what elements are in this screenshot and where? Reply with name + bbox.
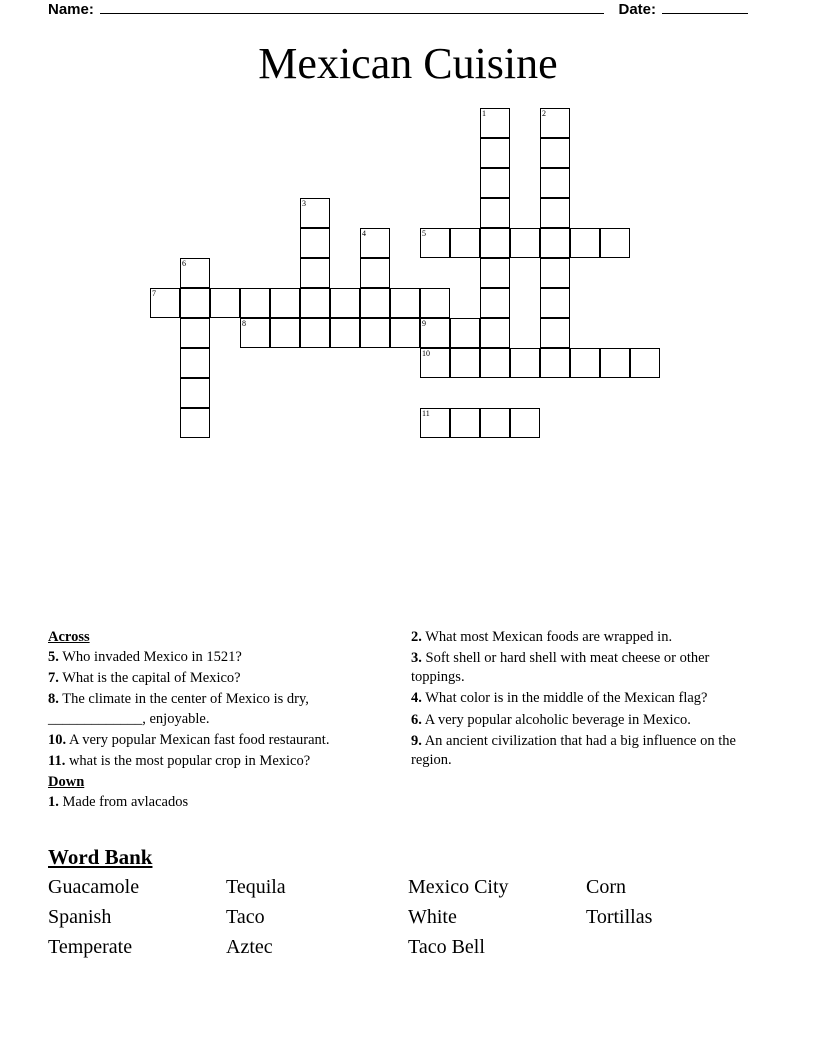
- down-clue-list-left: [48, 793, 388, 812]
- clue-text: Soft shell or hard shell with meat cheese or other toppings.: [411, 650, 710, 686]
- clues-column-right: [411, 628, 751, 772]
- crossword-cell[interactable]: [270, 318, 300, 348]
- clue-item: [48, 690, 388, 728]
- crossword-cell[interactable]: [450, 408, 480, 438]
- crossword-cell[interactable]: [390, 318, 420, 348]
- down-heading: Down: [48, 773, 85, 790]
- crossword-cell[interactable]: [420, 288, 450, 318]
- word-bank-item: Temperate: [48, 936, 133, 958]
- clue-number: 10.: [48, 731, 67, 748]
- clue-text: Who invaded Mexico in 1521?: [58, 649, 242, 666]
- clues-column-left: [48, 628, 388, 814]
- crossword-cell[interactable]: [480, 138, 510, 168]
- clue-number: 3.: [411, 650, 422, 667]
- clue-item: [411, 689, 751, 708]
- crossword-grid: [0, 108, 816, 518]
- crossword-cell[interactable]: [510, 228, 540, 258]
- crossword-cell[interactable]: [420, 348, 450, 378]
- crossword-cell[interactable]: [480, 108, 510, 138]
- clue-item: [411, 711, 751, 730]
- crossword-cell[interactable]: [480, 168, 510, 198]
- clue-item: [48, 669, 388, 688]
- crossword-cell[interactable]: [450, 348, 480, 378]
- crossword-cell[interactable]: [300, 318, 330, 348]
- crossword-cell[interactable]: [150, 288, 180, 318]
- crossword-cell[interactable]: [450, 318, 480, 348]
- crossword-cell[interactable]: [570, 228, 600, 258]
- crossword-cell[interactable]: [480, 288, 510, 318]
- clue-item: [411, 732, 751, 770]
- crossword-cell[interactable]: [630, 348, 660, 378]
- crossword-cell[interactable]: [540, 108, 570, 138]
- crossword-cell[interactable]: [480, 198, 510, 228]
- name-label: Name:: [48, 1, 94, 18]
- cell-number: 1: [482, 109, 486, 118]
- crossword-cell[interactable]: [240, 318, 270, 348]
- word-bank-item: Guacamole: [48, 876, 140, 898]
- crossword-cell[interactable]: [540, 258, 570, 288]
- word-bank-list: [48, 876, 748, 959]
- word-bank-item: Taco Bell: [408, 936, 485, 958]
- crossword-cell[interactable]: [540, 228, 570, 258]
- cell-number: 2: [542, 109, 546, 118]
- date-input-line[interactable]: [662, 0, 748, 14]
- word-bank-item: Spanish: [48, 906, 112, 928]
- clue-item: [48, 752, 388, 771]
- crossword-cell[interactable]: [480, 318, 510, 348]
- cell-number: 11: [422, 409, 430, 418]
- cell-number: 3: [302, 199, 306, 208]
- crossword-cell[interactable]: [420, 318, 450, 348]
- crossword-cell[interactable]: [540, 168, 570, 198]
- clue-item: [48, 648, 388, 667]
- date-label: Date:: [618, 1, 656, 18]
- crossword-cell[interactable]: [360, 288, 390, 318]
- crossword-cell[interactable]: [510, 348, 540, 378]
- cell-number: 9: [422, 319, 426, 328]
- crossword-cell[interactable]: [510, 408, 540, 438]
- crossword-cell[interactable]: [480, 348, 510, 378]
- clue-number: 5.: [48, 649, 59, 666]
- clue-text: A very popular Mexican fast food restaurant.: [66, 731, 330, 748]
- crossword-cell[interactable]: [390, 288, 420, 318]
- clue-number: 8.: [48, 691, 59, 708]
- crossword-cell[interactable]: [300, 288, 330, 318]
- clue-number: 1.: [48, 794, 59, 810]
- clue-item: [48, 731, 388, 750]
- clue-item: [411, 649, 751, 687]
- crossword-cell[interactable]: [180, 378, 210, 408]
- crossword-cell[interactable]: [570, 348, 600, 378]
- clue-text: An ancient civilization that had a big influence on the region.: [411, 732, 736, 768]
- clue-number: 9.: [411, 732, 422, 749]
- crossword-cell[interactable]: [600, 348, 630, 378]
- crossword-cell[interactable]: [540, 348, 570, 378]
- clue-number: 11.: [48, 752, 66, 769]
- crossword-cell[interactable]: [180, 318, 210, 348]
- crossword-cell[interactable]: [300, 228, 330, 258]
- page-title: Mexican Cuisine: [258, 39, 558, 88]
- worksheet-header: [48, 0, 748, 24]
- crossword-cell[interactable]: [540, 318, 570, 348]
- crossword-cell[interactable]: [210, 288, 240, 318]
- crossword-cell[interactable]: [330, 288, 360, 318]
- clue-number: 2.: [411, 629, 422, 645]
- crossword-cell[interactable]: [420, 408, 450, 438]
- crossword-cell[interactable]: [540, 138, 570, 168]
- clue-text: Made from avlacados: [58, 794, 189, 810]
- across-clue-list: [48, 648, 388, 771]
- clue-text: What is the capital of Mexico?: [58, 670, 241, 687]
- crossword-cell[interactable]: [270, 288, 300, 318]
- name-input-line[interactable]: [100, 0, 605, 14]
- word-bank-item: [586, 936, 746, 959]
- crossword-cell[interactable]: [180, 258, 210, 288]
- crossword-cell[interactable]: [180, 348, 210, 378]
- clue-item: [411, 628, 751, 647]
- clue-text: what is the most popular crop in Mexico?: [65, 752, 311, 769]
- crossword-cell[interactable]: [480, 408, 510, 438]
- crossword-cell[interactable]: [180, 408, 210, 438]
- word-bank-item: Corn: [586, 876, 626, 898]
- word-bank: [48, 845, 748, 959]
- crossword-cell[interactable]: [450, 228, 480, 258]
- clue-text: A very popular alcoholic beverage in Mexico.: [421, 711, 691, 728]
- crossword-cell[interactable]: [480, 258, 510, 288]
- across-heading: Across: [48, 629, 90, 645]
- clue-text: What most Mexican foods are wrapped in.: [421, 629, 673, 645]
- cell-number: 10: [422, 349, 430, 358]
- crossword-cell[interactable]: [180, 288, 210, 318]
- crossword-cell[interactable]: [600, 228, 630, 258]
- cell-number: 5: [422, 229, 426, 238]
- clue-number: 6.: [411, 711, 422, 728]
- crossword-cell[interactable]: [300, 258, 330, 288]
- down-clue-list-right: [411, 628, 751, 770]
- word-bank-title: Word Bank: [48, 845, 153, 869]
- word-bank-item: Tequila: [226, 876, 286, 898]
- cell-number: 8: [242, 319, 246, 328]
- crossword-cell[interactable]: [360, 318, 390, 348]
- cell-number: 4: [362, 229, 366, 238]
- word-bank-item: Mexico City: [408, 876, 509, 898]
- crossword-cell[interactable]: [360, 228, 390, 258]
- crossword-cell[interactable]: [480, 228, 510, 258]
- cell-number: 6: [182, 259, 186, 268]
- word-bank-item: Tortillas: [586, 906, 653, 928]
- crossword-cell[interactable]: [330, 318, 360, 348]
- crossword-cell[interactable]: [300, 198, 330, 228]
- crossword-cell[interactable]: [540, 198, 570, 228]
- clue-number: 7.: [48, 670, 59, 687]
- word-bank-item: White: [408, 906, 457, 928]
- clue-text: The climate in the center of Mexico is dry, _____________, enjoyable.: [48, 691, 309, 727]
- crossword-cell[interactable]: [420, 228, 450, 258]
- clue-text: What color is in the middle of the Mexican flag?: [421, 690, 708, 707]
- clue-number: 4.: [411, 690, 422, 707]
- word-bank-item: Aztec: [226, 936, 273, 958]
- clue-item: [48, 793, 388, 812]
- crossword-cell[interactable]: [540, 288, 570, 318]
- crossword-cell[interactable]: [360, 258, 390, 288]
- cell-number: 7: [152, 289, 156, 298]
- word-bank-item: Taco: [226, 906, 265, 928]
- crossword-cell[interactable]: [240, 288, 270, 318]
